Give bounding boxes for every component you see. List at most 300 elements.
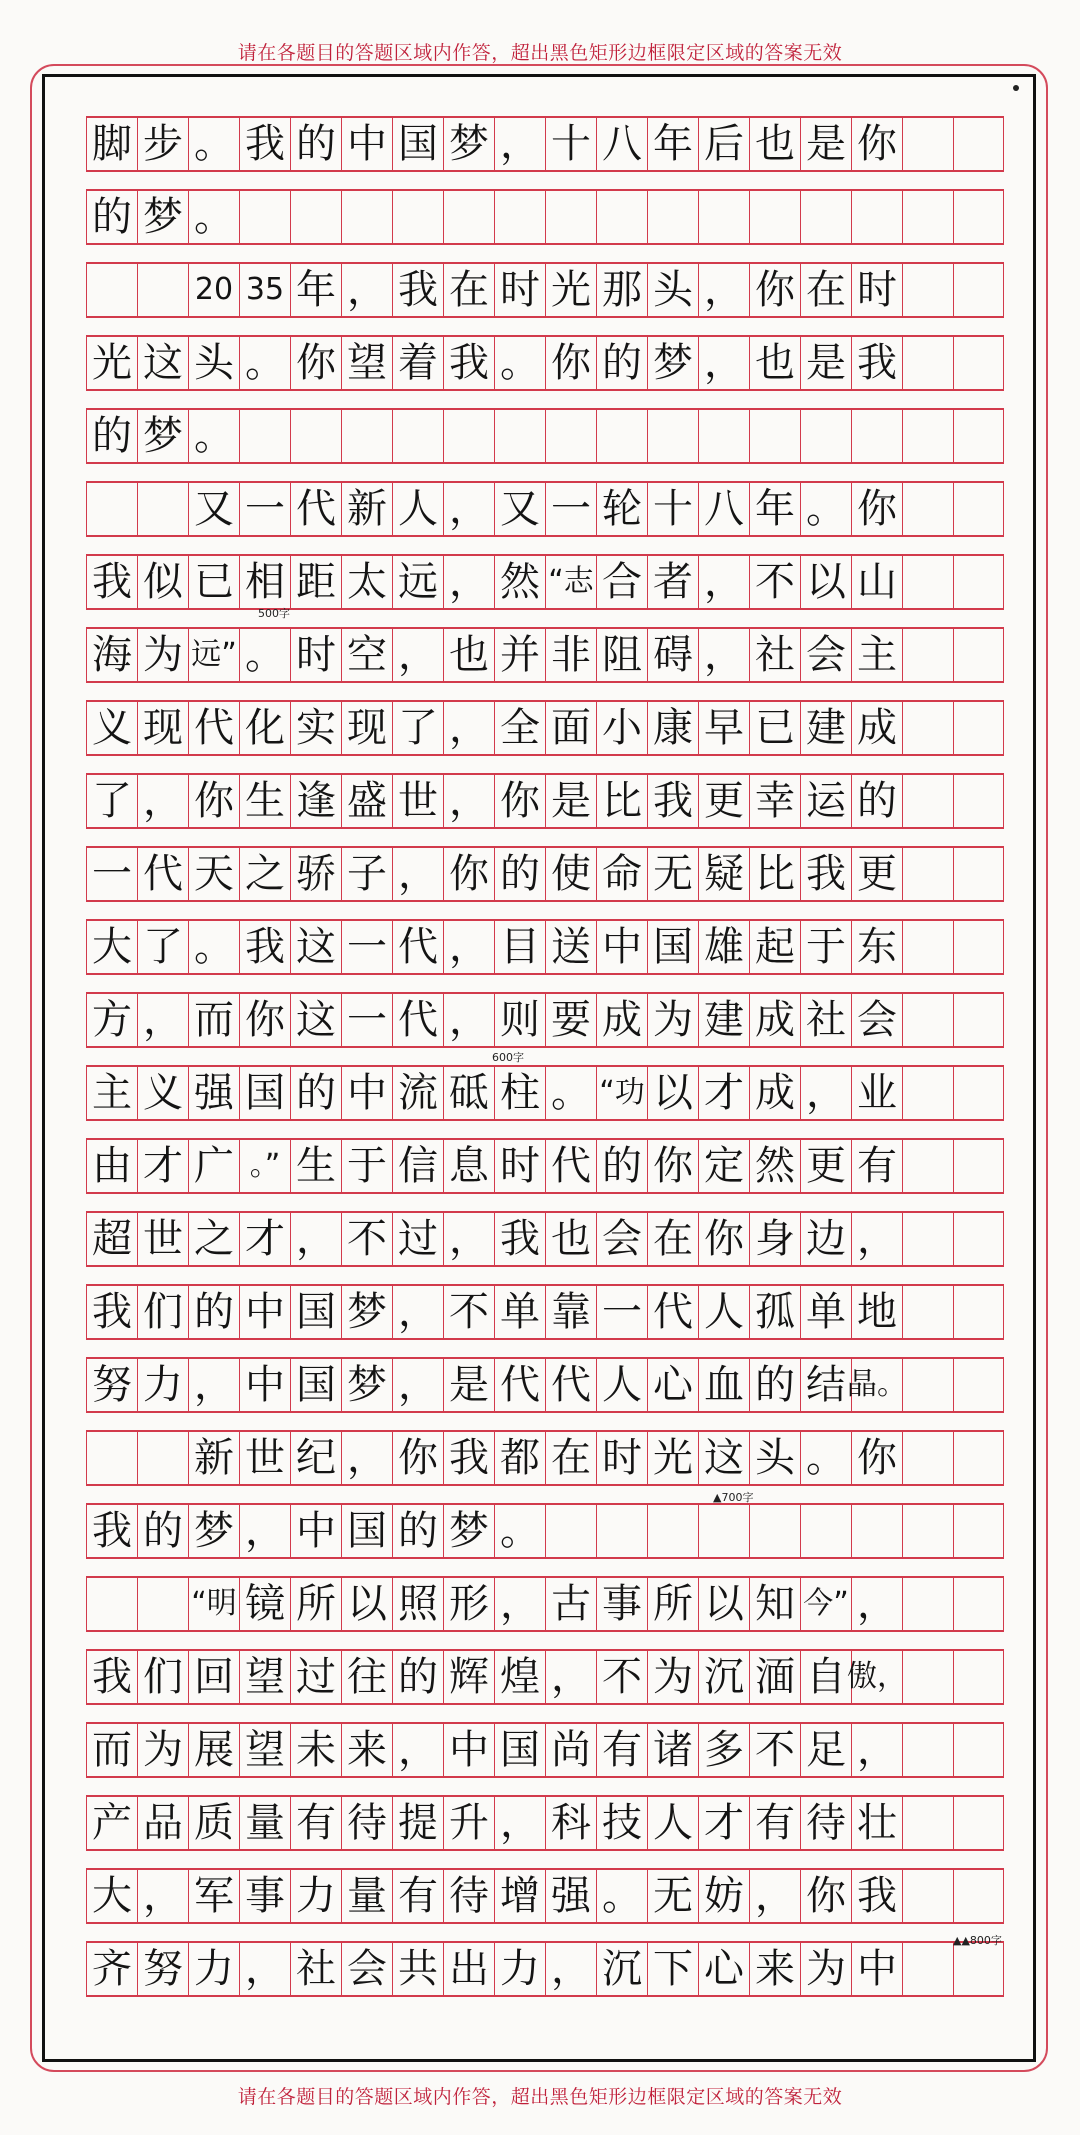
grid-cell: 的 [392,1505,443,1557]
grid-cell: 无 [647,1870,698,1922]
grid-cell: ， [851,1724,902,1776]
grid-cell: 你 [698,1213,749,1265]
grid-cell: ， [851,1213,902,1265]
grid-cell: 今” [800,1578,851,1630]
grid-cell: ， [392,1724,443,1776]
grid-cell: 共 [392,1943,443,1995]
grid-cell: 目 [494,921,545,973]
grid-cell: 才 [239,1213,290,1265]
grid-cell [902,775,953,827]
grid-cell: 更 [851,848,902,900]
grid-cell: ， [392,1286,443,1338]
grid-cell: 的 [494,848,545,900]
grid-cell: 时 [851,264,902,316]
top-notice: 请在各题目的答题区域内作答，超出黑色矩形边框限定区域的答案无效 [237,42,843,64]
grid-cell: 待 [443,1870,494,1922]
grid-cell: 后 [698,118,749,170]
grid-cell: 我 [800,848,851,900]
grid-cell: 在 [647,1213,698,1265]
grid-cell: 成 [749,1067,800,1119]
grid-cell: 头 [749,1432,800,1484]
grid-cell: 代 [290,483,341,535]
grid-cell: 中 [851,1943,902,1995]
grid-cell: 。 [188,410,239,462]
grid-cell: “志 [545,556,596,608]
grid-cell: 小 [596,702,647,754]
grid-cell: 康 [647,702,698,754]
grid-cell: 碍 [647,629,698,681]
grid-cell: ， [290,1213,341,1265]
grid-cell [596,410,647,462]
grid-cell [902,1724,953,1776]
grid-cell: 十 [545,118,596,170]
grid-cell: 一 [86,848,137,900]
grid-cell: ， [341,264,392,316]
grid-cell: 社 [800,994,851,1046]
grid-cell: 血 [698,1359,749,1411]
grid-cell: 代 [647,1286,698,1338]
grid-cell: 品 [137,1797,188,1849]
grid-cell: 者 [647,556,698,608]
grid-cell [494,191,545,243]
grid-cell: 靠 [545,1286,596,1338]
grid-cell [86,264,137,316]
grid-cell [953,556,1004,608]
grid-cell [800,191,851,243]
grid-cell: 梦 [137,191,188,243]
grid-cell: 孤 [749,1286,800,1338]
grid-cell: 梦 [341,1359,392,1411]
grid-cell [953,629,1004,681]
grid-cell: 然 [749,1140,800,1192]
grid-cell: 升 [443,1797,494,1849]
grid-cell: 那 [596,264,647,316]
grid-cell: 建 [800,702,851,754]
grid-cell: “功 [596,1067,647,1119]
grid-cell: 展 [188,1724,239,1776]
grid-cell: 而 [86,1724,137,1776]
grid-cell: 无 [647,848,698,900]
grid-cell: 我 [86,1286,137,1338]
grid-cell: 知 [749,1578,800,1630]
grid-cell: 照 [392,1578,443,1630]
grid-cell: 回 [188,1651,239,1703]
grid-cell: 望 [239,1724,290,1776]
grid-cell: 海 [86,629,137,681]
grid-cell: 一 [545,483,596,535]
grid-cell: 全 [494,702,545,754]
grid-cell: 边 [800,1213,851,1265]
grid-cell: 也 [545,1213,596,1265]
grid-cell: 晶。 [851,1359,902,1411]
grid-cell: 为 [800,1943,851,1995]
grid-cell [86,1578,137,1630]
grid-cell: 定 [698,1140,749,1192]
grid-cell: 你 [851,118,902,170]
grid-cell [749,410,800,462]
grid-cell: 着 [392,337,443,389]
grid-cell: 已 [188,556,239,608]
grid-cell: 远 [392,556,443,608]
grid-cell [953,483,1004,535]
grid-cell: 中 [596,921,647,973]
grid-cell: 妨 [698,1870,749,1922]
grid-cell: ， [494,1578,545,1630]
grid-cell [698,1505,749,1557]
grid-cell: 生 [290,1140,341,1192]
grid-cell: 国 [239,1067,290,1119]
grid-row [86,1649,1004,1705]
grid-cell [953,410,1004,462]
grid-cell: 新 [188,1432,239,1484]
grid-cell: 盛 [341,775,392,827]
grid-cell: 是 [443,1359,494,1411]
grid-cell: 镜 [239,1578,290,1630]
grid-cell [902,1651,953,1703]
grid-cell: 之 [239,848,290,900]
grid-cell: 。 [188,921,239,973]
grid-cell: 你 [851,483,902,535]
grid-cell: 待 [800,1797,851,1849]
grid-cell: 代 [545,1359,596,1411]
grid-cell: 要 [545,994,596,1046]
grid-cell: 你 [545,337,596,389]
grid-row [86,627,1004,683]
grid-cell: 结 [800,1359,851,1411]
grid-cell: 梦 [341,1286,392,1338]
grid-row [86,1722,1004,1778]
grid-cell: 单 [800,1286,851,1338]
grid-cell: 天 [188,848,239,900]
grid-cell: 一 [239,483,290,535]
grid-cell [902,410,953,462]
grid-cell: 空 [341,629,392,681]
grid-cell: 沉 [596,1943,647,1995]
grid-cell: 生 [239,775,290,827]
grid-cell: 以 [341,1578,392,1630]
grid-cell: 由 [86,1140,137,1192]
grid-cell: 代 [137,848,188,900]
grid-cell: ， [443,921,494,973]
grid-cell [902,994,953,1046]
grid-cell: 力 [137,1359,188,1411]
grid-cell: 非 [545,629,596,681]
grid-cell: 世 [137,1213,188,1265]
grid-cell: 为 [137,629,188,681]
grid-cell [902,1943,953,1995]
grid-cell: 自 [800,1651,851,1703]
grid-cell: 国 [341,1505,392,1557]
grid-cell: 不 [749,1724,800,1776]
grid-cell: 是 [800,337,851,389]
grid-cell: 光 [86,337,137,389]
grid-cell: ， [749,1870,800,1922]
grid-cell: 技 [596,1797,647,1849]
grid-cell [953,1651,1004,1703]
grid-cell: 梦 [137,410,188,462]
grid-row [86,700,1004,756]
grid-cell [953,1797,1004,1849]
grid-cell [953,1432,1004,1484]
grid-row [86,335,1004,391]
grid-cell [851,191,902,243]
grid-cell [749,191,800,243]
grid-cell: 力 [188,1943,239,1995]
grid-cell: ， [545,1943,596,1995]
grid-cell [494,410,545,462]
grid-cell [953,1505,1004,1557]
grid-cell: 成 [851,702,902,754]
grid-cell: 时 [494,1140,545,1192]
grid-cell: 你 [749,264,800,316]
word-count-mark-800: ▲▲800字 [953,1934,1002,1947]
grid-cell: 力 [494,1943,545,1995]
grid-cell: 你 [290,337,341,389]
grid-cell [953,1578,1004,1630]
grid-cell: 大 [86,1870,137,1922]
grid-cell: 世 [239,1432,290,1484]
grid-cell [86,483,137,535]
grid-cell: 。 [596,1870,647,1922]
grid-cell [596,1505,647,1557]
grid-cell: 量 [239,1797,290,1849]
grid-cell: 中 [443,1724,494,1776]
grid-cell: 有 [596,1724,647,1776]
grid-cell: 国 [647,921,698,973]
grid-cell: 所 [647,1578,698,1630]
grid-cell: 你 [239,994,290,1046]
grid-cell: 年 [749,483,800,535]
grid-cell: 为 [137,1724,188,1776]
grid-cell: 望 [341,337,392,389]
grid-cell: 。” [239,1140,290,1192]
grid-cell: 你 [443,848,494,900]
grid-cell [902,1870,953,1922]
grid-cell: 努 [86,1359,137,1411]
grid-cell: 努 [137,1943,188,1995]
grid-cell: 才 [137,1140,188,1192]
grid-row [86,1138,1004,1194]
grid-cell: 下 [647,1943,698,1995]
grid-row [86,1795,1004,1851]
grid-cell: 社 [749,629,800,681]
grid-cell: 国 [290,1359,341,1411]
grid-cell: 。 [239,629,290,681]
grid-cell: 在 [443,264,494,316]
grid-cell [953,775,1004,827]
grid-cell: 中 [239,1286,290,1338]
grid-cell: 国 [392,118,443,170]
grid-cell [341,410,392,462]
grid-cell: 产 [86,1797,137,1849]
grid-cell: 东 [851,921,902,973]
grid-cell: 我 [494,1213,545,1265]
grid-cell: 义 [86,702,137,754]
grid-cell [902,556,953,608]
grid-cell: 比 [749,848,800,900]
grid-cell: 都 [494,1432,545,1484]
grid-cell: 强 [545,1870,596,1922]
grid-cell: 的 [851,775,902,827]
grid-cell: 息 [443,1140,494,1192]
grid-cell [647,1505,698,1557]
grid-row [86,408,1004,464]
grid-cell: 人 [596,1359,647,1411]
grid-row [86,1576,1004,1632]
grid-cell [902,1359,953,1411]
grid-cell: 命 [596,848,647,900]
grid-cell [953,1067,1004,1119]
grid-cell [902,337,953,389]
grid-cell: 梦 [443,1505,494,1557]
grid-row [86,1868,1004,1924]
grid-cell: 梦 [647,337,698,389]
grid-cell: 所 [290,1578,341,1630]
grid-cell: 年 [647,118,698,170]
grid-cell: 距 [290,556,341,608]
grid-cell: 已 [749,702,800,754]
grid-cell: ， [494,118,545,170]
grid-cell [647,191,698,243]
grid-cell: 步 [137,118,188,170]
grid-cell [137,1578,188,1630]
grid-cell: 更 [800,1140,851,1192]
grid-cell: 了 [137,921,188,973]
grid-row [86,1941,1004,1997]
grid-cell: 代 [494,1359,545,1411]
grid-cell: 一 [596,1286,647,1338]
grid-cell: 为 [647,994,698,1046]
grid-cell: 逢 [290,775,341,827]
grid-cell [851,1505,902,1557]
grid-cell: 才 [698,1067,749,1119]
grid-cell: 广 [188,1140,239,1192]
grid-cell: 则 [494,994,545,1046]
grid-cell: ， [188,1359,239,1411]
grid-cell [902,1213,953,1265]
grid-cell: 使 [545,848,596,900]
grid-cell: 。 [494,337,545,389]
grid-cell: 纪 [290,1432,341,1484]
grid-cell: 代 [545,1140,596,1192]
grid-cell [902,1286,953,1338]
grid-cell: 超 [86,1213,137,1265]
grid-cell: 之 [188,1213,239,1265]
grid-cell: 。 [800,1432,851,1484]
grid-cell [953,1359,1004,1411]
grid-cell: 山 [851,556,902,608]
grid-cell [902,1067,953,1119]
grid-cell: 来 [341,1724,392,1776]
grid-cell [953,702,1004,754]
grid-cell: ， [239,1505,290,1557]
grid-row [86,919,1004,975]
grid-cell [902,1140,953,1192]
grid-cell [800,410,851,462]
grid-cell: 似 [137,556,188,608]
grid-cell: 起 [749,921,800,973]
grid-cell [86,1432,137,1484]
grid-cell [953,191,1004,243]
grid-cell: 形 [443,1578,494,1630]
grid-cell: 有 [749,1797,800,1849]
grid-cell: 八 [698,483,749,535]
corner-mark [1013,85,1019,91]
grid-cell: ， [443,1213,494,1265]
grid-cell [953,1213,1004,1265]
word-count-mark-600: 600字 [492,1051,524,1064]
grid-cell: ， [392,1359,443,1411]
grid-cell: 脚 [86,118,137,170]
grid-cell [851,410,902,462]
grid-cell: 面 [545,702,596,754]
grid-cell: “明 [188,1578,239,1630]
grid-cell: 的 [86,191,137,243]
grid-cell: 代 [392,994,443,1046]
grid-cell: 你 [494,775,545,827]
grid-cell: 你 [647,1140,698,1192]
grid-row [86,1430,1004,1486]
grid-cell: 并 [494,629,545,681]
grid-cell: 义 [137,1067,188,1119]
grid-cell: 年 [290,264,341,316]
grid-cell: 运 [800,775,851,827]
grid-cell: 于 [341,1140,392,1192]
grid-row [86,1503,1004,1559]
grid-row [86,992,1004,1048]
grid-cell: 实 [290,702,341,754]
grid-cell: 的 [596,1140,647,1192]
grid-cell: 化 [239,702,290,754]
grid-cell [545,191,596,243]
grid-cell: ， [443,483,494,535]
grid-cell: 中 [341,118,392,170]
grid-cell: 你 [800,1870,851,1922]
grid-cell [953,1943,1004,1995]
grid-cell: ， [698,556,749,608]
grid-cell: 来 [749,1943,800,1995]
grid-cell: 中 [341,1067,392,1119]
word-count-mark-700: ▲700字 [713,1491,754,1504]
grid-cell: 骄 [290,848,341,900]
grid-cell: 阻 [596,629,647,681]
grid-cell: 这 [698,1432,749,1484]
grid-cell: ， [443,994,494,1046]
grid-cell [902,264,953,316]
grid-row [86,1065,1004,1121]
grid-cell: 。 [188,118,239,170]
grid-cell: 不 [443,1286,494,1338]
grid-cell: 不 [749,556,800,608]
grid-cell: 时 [596,1432,647,1484]
grid-cell: 轮 [596,483,647,535]
grid-cell: 的 [596,337,647,389]
grid-cell: 我 [239,921,290,973]
grid-cell: 单 [494,1286,545,1338]
word-count-mark-500: 500字 [258,607,290,620]
grid-cell: 过 [290,1651,341,1703]
grid-cell: ， [239,1943,290,1995]
grid-cell: 子 [341,848,392,900]
grid-cell: 以 [800,556,851,608]
grid-cell [902,702,953,754]
grid-cell: 你 [851,1432,902,1484]
grid-cell: 身 [749,1213,800,1265]
grid-cell [953,1286,1004,1338]
grid-cell: 提 [392,1797,443,1849]
grid-cell [443,410,494,462]
grid-cell: 主 [86,1067,137,1119]
